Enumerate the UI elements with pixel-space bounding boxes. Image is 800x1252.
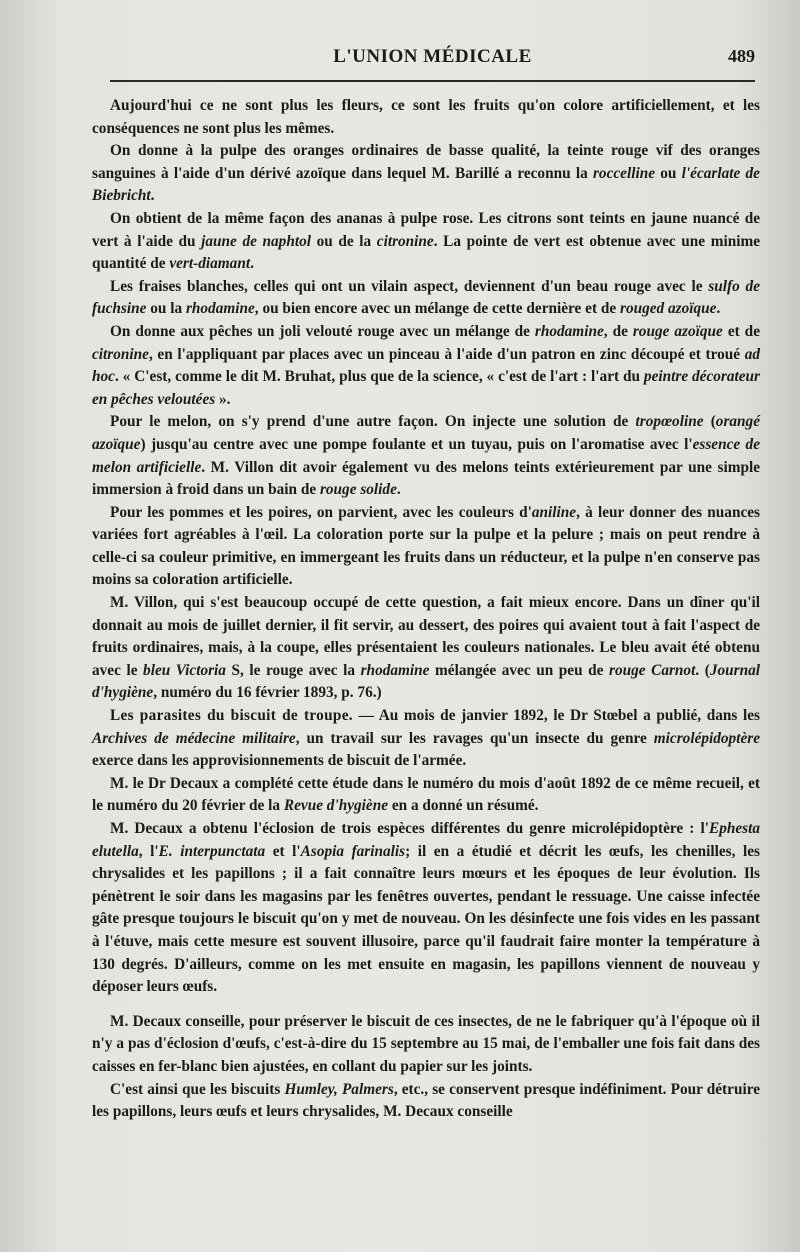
paragraph-parasites: Les parasites du biscuit de troupe. — Au mois de janvier 1892, le Dr Stœbel a publié, dans les Archives de médecine militaire, un travail sur les ravages qu'un insecte du genre microlépidoptère exerce dans les approvisionnements de biscuit de l'armée. <box>92 707 760 770</box>
paragraph-peches: On donne aux pêches un joli velouté rouge avec un mélange de rhodamine, de rouge azoïque et de citronine, en l'appliquant par places avec un pinceau à l'aide d'un patron en zinc découpé et troué ad hoc. « C'est, comme le dit M. Bruhat, plus que de la science, « c'est de l'art : l'art du peintre décorateur en pêches veloutées ». <box>92 322 760 408</box>
paragraph-decaux-study: M. le Dr Decaux a complété cette étude dans le numéro du mois d'août 1892 de ce même recueil, et le numéro du 20 février de la Revue d'hygiène en a donné un résumé. <box>92 774 760 815</box>
page-number: 489 <box>728 46 755 66</box>
paragraph-ananas-citrons: On obtient de la même façon des ananas à pulpe rose. Les citrons sont teints en jaune nuancé de vert à l'aide du jaune de naphtol ou de la citronine. La pointe de vert est obtenue avec une minime quantité de vert-diamant. <box>92 209 760 273</box>
paragraph-biscuits: C'est ainsi que les biscuits Humley, Palmers, etc., se conservent presque indéfiniment. Pour détruire les papillons, leurs œufs et leurs chrysalides, M. Decaux conseille <box>92 1080 760 1121</box>
section-title: Les parasites du biscuit de troupe. <box>110 707 353 725</box>
paragraph-pommes-poires: Pour les pommes et les poires, on parvient, avec les couleurs d'aniline, à leur donner des nuances variées fort agréables à l'œil. La coloration porte sur la pulpe et la pelure ; mais on peut rendre à celle-ci sa couleur primitive, en immergeant les fruits dans un réducteur, et la pulpe n'en conserve pas moins sa coloration artificielle. <box>92 503 760 589</box>
article-body <box>92 95 760 1124</box>
page-header <box>110 44 755 74</box>
header-rule <box>110 80 755 82</box>
paragraph-fraises: Les fraises blanches, celles qui ont un vilain aspect, deviennent d'un beau rouge avec le sulfo de fuchsine ou la rhodamine, ou bien encore avec un mélange de cette dernière et de rouged azoïque. <box>92 277 761 318</box>
paragraph-gap <box>92 999 760 1011</box>
paragraph-villon: M. Villon, qui s'est beaucoup occupé de cette question, a fait mieux encore. Dans un dîner qu'il donnait au mois de juillet dernier, il fit servir, au dessert, des poires qui avaient tout à fait l'aspect de fruits ordinaires, mais, à la coupe, elles présentaient les couleurs nationales. Le bleu avait été obtenu avec le bleu Victoria S, le rouge avec la rhodamine mélangée avec un peu de rouge Carnot. (Journal d'hygiène, numéro du 16 février 1893, p. 76.) <box>92 594 760 702</box>
paragraph-conseil: M. Decaux conseille, pour préserver le biscuit de ces insectes, de ne le fabriquer qu'à l'époque où il n'y a pas d'éclosion d'œufs, c'est-à-dire du 15 septembre au 15 mai, de l'emballer une fois fait dans des caisses en fer-blanc bien ajustées, en collant du papier sur les joints. <box>92 1012 760 1075</box>
paragraph-fruit-coloring: Aujourd'hui ce ne sont plus les fleurs, ce sont les fruits qu'on colore artificiellement, et les conséquences ne sont plus les mêmes. <box>92 97 760 137</box>
paragraph-melon: Pour le melon, on s'y prend d'une autre façon. On injecte une solution de tropœoline (orangé azoïque) jusqu'au centre avec une pompe foulante et un tuyau, puis on l'aromatise avec l'essence de melon artificielle. M. Villon dit avoir également vu des melons teints extérieurement par une simple immersion à froid dans un bain de rouge solide. <box>92 413 760 499</box>
paragraph-oranges: On donne à la pulpe des oranges ordinaires de basse qualité, la teinte rouge vif des oranges sanguines à l'aide d'un dérivé azoïque dans lequel M. Barillé a reconnu la roccelline ou l'écarlate de Biebricht. <box>92 142 760 205</box>
running-head: L'UNION MÉDICALE <box>333 46 532 67</box>
paragraph-species: M. Decaux a obtenu l'éclosion de trois espèces différentes du genre microlépidoptère : l'Ephesta elutella, l'E. interpunctata et l'Asopia farinalis; il en a étudié et décrit les œufs, les chenilles, les chrysalides et les papillons ; il a fait connaître leurs mœurs et les époques de leur évolution. Ils pénètrent le soir dans les magasins par les fenêtres ouvertes, pendant le ressuage. Une caisse infectée gâte presque toujours le biscuit qu'on y met de nouveau. On les désinfecte une fois vides en les passant à l'étuve, mais cette mesure est souvent illusoire, parce qu'il faudrait faire monter la température à 130 degrés. D'ailleurs, comme on les met ensuite en magasin, les papillons viennent de nouveau y déposer leurs œufs. <box>92 820 760 996</box>
